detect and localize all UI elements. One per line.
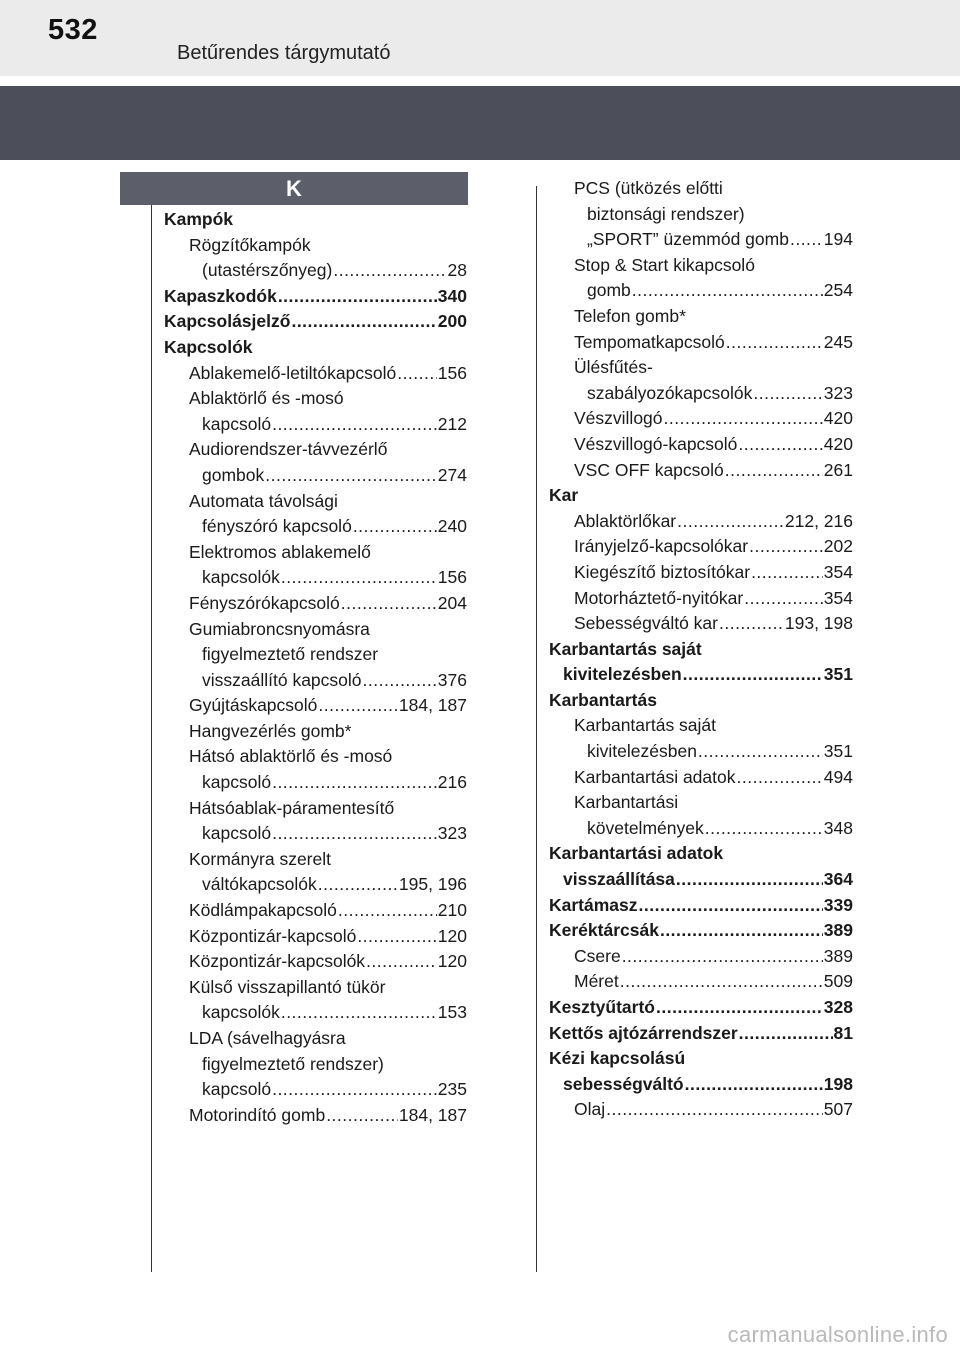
index-entry <box>164 463 467 489</box>
entry-page-ref: 216 <box>437 772 467 793</box>
dot-leader <box>341 591 437 617</box>
dot-leader <box>639 893 823 919</box>
dot-leader <box>606 1097 823 1123</box>
dot-leader <box>357 924 436 950</box>
dot-leader <box>272 821 437 847</box>
entry-term: Kampók <box>164 209 234 229</box>
entry-term: gomb <box>587 280 631 301</box>
entry-term: visszaállító kapcsoló <box>202 669 362 690</box>
index-entry <box>549 841 853 867</box>
dot-leader <box>753 381 822 407</box>
entry-term: Központizár-kapcsoló <box>189 925 357 946</box>
dot-leader <box>353 514 437 540</box>
header-band <box>0 86 960 160</box>
entry-page-ref: 340 <box>437 285 467 306</box>
index-entry <box>164 847 467 873</box>
entry-term: Motorháztető-nyitókar <box>574 587 744 608</box>
entry-term: Irányjelző-kapcsolókar <box>574 536 749 557</box>
section-title: Betűrendes tárgymutató <box>177 42 391 64</box>
entry-term: sebességváltó <box>563 1073 684 1094</box>
index-column-right <box>549 176 853 1123</box>
dot-leader <box>291 309 436 335</box>
index-entry <box>164 898 467 924</box>
index-column-left <box>164 207 467 1128</box>
entry-page-ref: 210 <box>437 900 467 921</box>
entry-page-ref: 28 <box>447 260 467 281</box>
entry-term: Vészvillogó-kapcsoló <box>574 433 738 454</box>
index-entry <box>164 309 467 335</box>
index-entry <box>549 816 853 842</box>
index-entry <box>549 969 853 995</box>
dot-leader <box>620 969 823 995</box>
index-entry <box>164 233 467 259</box>
entry-term: Ködlámpakapcsoló <box>189 900 337 921</box>
entry-term: Központizár-kapcsolók <box>189 951 366 972</box>
dot-leader <box>656 995 823 1021</box>
entry-term: Kiegészítő biztosítókar <box>574 561 751 582</box>
entry-page-ref: 389 <box>823 945 853 966</box>
index-entry <box>549 662 853 688</box>
entry-page-ref: 348 <box>823 817 853 838</box>
index-entry <box>164 821 467 847</box>
index-entry <box>549 611 853 637</box>
dot-leader <box>366 949 437 975</box>
entry-term: szabályozókapcsolók <box>587 382 753 403</box>
entry-term: Kettős ajtózárrendszer <box>549 1022 738 1043</box>
entry-page-ref: 323 <box>823 382 853 403</box>
index-entry <box>164 514 467 540</box>
entry-page-ref: 274 <box>437 464 467 485</box>
index-entry <box>164 207 467 233</box>
dot-leader <box>281 565 437 591</box>
watermark: carmanualsonline.info <box>727 1322 948 1347</box>
entry-term: Ablakemelő-letiltókapcsoló <box>189 362 397 383</box>
index-entry <box>164 924 467 950</box>
entry-page-ref: 212, 216 <box>784 510 853 531</box>
index-entry <box>549 713 853 739</box>
index-entry <box>549 637 853 663</box>
index-entry <box>549 355 853 381</box>
index-entry <box>549 790 853 816</box>
index-entry <box>549 432 853 458</box>
entry-term: Karbantartás <box>549 689 657 710</box>
index-entry <box>549 483 853 509</box>
entry-page-ref: 194 <box>823 229 853 250</box>
index-entry <box>164 361 467 387</box>
entry-page-ref: 202 <box>823 536 853 557</box>
dot-leader <box>318 693 397 719</box>
entry-term: „SPORT” üzemmód gomb <box>587 229 789 250</box>
entry-term: (utastérszőnyeg) <box>202 260 333 281</box>
entry-term: Karbantartási adatok <box>549 843 724 864</box>
index-entry <box>549 202 853 228</box>
entry-term: kivitelezésben <box>587 741 697 762</box>
entry-page-ref: 153 <box>437 1002 467 1023</box>
entry-page-ref: 200 <box>437 311 467 332</box>
entry-term: Karbantartási adatok <box>574 766 736 787</box>
entry-page-ref: 195, 196 <box>398 874 467 895</box>
index-entry <box>549 688 853 714</box>
entry-term: Méret <box>574 971 619 992</box>
entry-term: Kartámasz <box>549 894 638 915</box>
entry-term: Telefon gomb* <box>574 305 686 326</box>
entry-term: kapcsolók <box>202 1002 280 1023</box>
entry-term: VSC OFF kapcsoló <box>574 459 724 480</box>
entry-page-ref: 509 <box>823 971 853 992</box>
entry-page-ref: 323 <box>437 823 467 844</box>
index-entry <box>164 1077 467 1103</box>
entry-term: Karbantartási <box>574 792 679 813</box>
entry-term: fényszóró kapcsoló <box>202 516 352 537</box>
index-entry <box>549 586 853 612</box>
index-entry <box>549 1097 853 1123</box>
entry-term: Kormányra szerelt <box>189 848 331 869</box>
index-entry <box>164 412 467 438</box>
index-entry <box>164 284 467 310</box>
index-entry <box>164 565 467 591</box>
entry-term: Kapcsolók <box>164 336 253 357</box>
entry-term: Kapcsolásjelző <box>164 311 291 332</box>
index-entry <box>164 489 467 515</box>
index-entry <box>549 176 853 202</box>
dot-leader <box>738 432 822 458</box>
entry-term: Stop & Start kikapcsoló <box>574 254 755 275</box>
entry-page-ref: 184, 187 <box>398 1104 467 1125</box>
entry-term: váltókapcsolók <box>202 874 317 895</box>
index-entry <box>164 1052 467 1078</box>
entry-term: kapcsoló <box>202 772 272 793</box>
dot-leader <box>272 770 437 796</box>
entry-term: Keréktárcsák <box>549 920 659 941</box>
entry-term: Kapaszkodók <box>164 285 277 306</box>
dot-leader <box>664 406 823 432</box>
entry-page-ref: 245 <box>823 331 853 352</box>
index-entry <box>549 893 853 919</box>
index-entry <box>164 258 467 284</box>
entry-page-ref: 235 <box>437 1079 467 1100</box>
dot-leader <box>739 1021 833 1047</box>
index-entry <box>549 509 853 535</box>
entry-term: kivitelezésben <box>563 664 682 685</box>
index-entry <box>164 1000 467 1026</box>
entry-page-ref: 351 <box>823 741 853 762</box>
entry-page-ref: 193, 198 <box>784 613 853 634</box>
dot-leader <box>683 662 823 688</box>
dot-leader <box>622 944 823 970</box>
dot-leader <box>397 361 437 387</box>
entry-page-ref: 184, 187 <box>398 695 467 716</box>
entry-term: Karbantartás saját <box>549 638 702 659</box>
entry-term: Kézi kapcsolású <box>549 1048 686 1069</box>
dot-leader <box>737 765 823 791</box>
index-entry <box>164 591 467 617</box>
left-column-divider <box>151 205 152 1272</box>
entry-page-ref: 198 <box>823 1073 853 1094</box>
dot-leader <box>705 816 823 842</box>
entry-term: kapcsoló <box>202 1079 272 1100</box>
entry-term: LDA (sávelhagyásra <box>189 1028 346 1048</box>
entry-page-ref: 261 <box>823 459 853 480</box>
dot-leader <box>278 284 437 310</box>
middle-column-divider <box>536 186 537 1272</box>
index-entry <box>549 330 853 356</box>
entry-page-ref: 254 <box>823 280 853 301</box>
entry-term: figyelmeztető rendszer <box>202 644 379 665</box>
entry-page-ref: 339 <box>823 894 853 915</box>
index-entry <box>549 406 853 432</box>
index-entry <box>164 642 467 668</box>
page-number: 532 <box>48 14 98 46</box>
entry-term: Hátsóablak-páramentesítő <box>189 797 395 818</box>
entry-term: kapcsoló <box>202 413 272 434</box>
index-entry <box>164 437 467 463</box>
entry-term: Elektromos ablakemelő <box>189 541 371 562</box>
dot-leader <box>338 898 437 924</box>
entry-term: Motorindító gomb <box>189 1104 326 1125</box>
entry-term: Ablaktörlő és -mosó <box>189 388 344 409</box>
entry-page-ref: 156 <box>437 567 467 588</box>
index-entry <box>549 765 853 791</box>
entry-term: Hangvezérlés gomb* <box>189 720 352 741</box>
entry-term: gombok <box>202 464 265 485</box>
dot-leader <box>318 872 398 898</box>
entry-term: Kesztyűtartó <box>549 997 655 1017</box>
dot-leader <box>632 278 823 304</box>
dot-leader <box>333 258 446 284</box>
dot-leader <box>676 867 823 893</box>
entry-term: kapcsoló <box>202 823 272 844</box>
index-entry <box>164 335 467 361</box>
dot-leader <box>272 412 437 438</box>
dot-leader <box>363 668 437 694</box>
index-entry <box>549 304 853 330</box>
entry-page-ref: 351 <box>823 664 853 685</box>
entry-page-ref: 120 <box>437 951 467 972</box>
index-entry <box>549 1021 853 1047</box>
index-entry <box>549 560 853 586</box>
dot-leader <box>790 227 823 253</box>
dot-leader <box>719 611 784 637</box>
letter-heading: K <box>120 172 468 205</box>
index-entry <box>164 770 467 796</box>
index-entry <box>164 796 467 822</box>
entry-page-ref: 212 <box>437 413 467 434</box>
index-entry <box>164 386 467 412</box>
dot-leader <box>265 463 437 489</box>
entry-term: visszaállítása <box>563 869 675 890</box>
entry-page-ref: 354 <box>823 561 853 582</box>
entry-term: Ablaktörlőkar <box>574 510 677 531</box>
entry-page-ref: 240 <box>437 516 467 537</box>
entry-term: Automata távolsági <box>189 490 338 511</box>
entry-page-ref: 389 <box>823 920 853 941</box>
entry-term: Ülésfűtés- <box>574 357 653 378</box>
entry-term: Kar <box>549 485 579 506</box>
dot-leader <box>326 1103 398 1129</box>
entry-page-ref: 156 <box>437 362 467 383</box>
entry-page-ref: 420 <box>823 433 853 454</box>
index-entry <box>549 458 853 484</box>
entry-page-ref: 328 <box>823 997 853 1017</box>
dot-leader <box>726 330 823 356</box>
index-entry <box>164 1026 467 1052</box>
entry-term: követelmények <box>587 817 704 838</box>
entry-page-ref: 81 <box>833 1022 853 1043</box>
entry-term: Karbantartás saját <box>574 715 717 736</box>
index-entry <box>549 381 853 407</box>
entry-term: Fényszórókapcsoló <box>189 592 340 613</box>
index-entry <box>164 949 467 975</box>
entry-term: kapcsolók <box>202 567 280 588</box>
entry-term: biztonsági rendszer) <box>587 203 745 224</box>
entry-term: Rögzítőkampók <box>189 234 311 255</box>
index-entry <box>164 617 467 643</box>
dot-leader <box>281 1000 437 1026</box>
index-entry <box>549 1072 853 1098</box>
dot-leader <box>725 458 823 484</box>
index-entry <box>164 540 467 566</box>
dot-leader <box>751 560 823 586</box>
index-entry <box>549 995 853 1021</box>
entry-term: Sebességváltó kar <box>574 613 718 634</box>
entry-term: Csere <box>574 945 621 966</box>
entry-page-ref: 120 <box>437 925 467 946</box>
entry-term: Olaj <box>574 1099 606 1120</box>
entry-page-ref: 376 <box>437 669 467 690</box>
index-entry <box>549 1046 853 1072</box>
entry-page-ref: 204 <box>437 592 467 613</box>
index-entry <box>164 668 467 694</box>
entry-term: Vészvillogó <box>574 408 663 429</box>
entry-page-ref: 354 <box>823 587 853 608</box>
index-entry <box>164 872 467 898</box>
entry-term: Tempomatkapcsoló <box>574 331 725 352</box>
index-entry <box>549 944 853 970</box>
entry-term: Külső visszapillantó tükör <box>189 976 386 997</box>
dot-leader <box>660 918 823 944</box>
index-entry <box>164 975 467 1001</box>
index-entry <box>164 693 467 719</box>
entry-term: Gyújtáskapcsoló <box>189 695 318 716</box>
index-entry <box>549 867 853 893</box>
entry-page-ref: 494 <box>823 766 853 787</box>
index-entry <box>164 1103 467 1129</box>
entry-term: PCS (ütközés előtti <box>574 178 723 198</box>
entry-term: Audiorendszer-távvezérlő <box>189 439 388 460</box>
index-entry <box>164 719 467 745</box>
entry-term: Gumiabroncsnyomásra <box>189 618 370 639</box>
page-header <box>0 0 960 76</box>
dot-leader <box>749 534 823 560</box>
entry-term: Hátsó ablaktörlő és -mosó <box>189 746 393 767</box>
index-entry <box>549 918 853 944</box>
entry-page-ref: 364 <box>823 869 853 890</box>
entry-page-ref: 507 <box>823 1099 853 1120</box>
index-entry <box>549 253 853 279</box>
index-entry <box>164 744 467 770</box>
dot-leader <box>698 739 823 765</box>
entry-page-ref: 420 <box>823 408 853 429</box>
dot-leader <box>677 509 784 535</box>
dot-leader <box>272 1077 437 1103</box>
dot-leader <box>744 586 823 612</box>
index-entry <box>549 739 853 765</box>
index-entry <box>549 534 853 560</box>
dot-leader <box>685 1072 823 1098</box>
index-entry <box>549 278 853 304</box>
index-entry <box>549 227 853 253</box>
entry-term: figyelmeztető rendszer) <box>202 1053 384 1074</box>
